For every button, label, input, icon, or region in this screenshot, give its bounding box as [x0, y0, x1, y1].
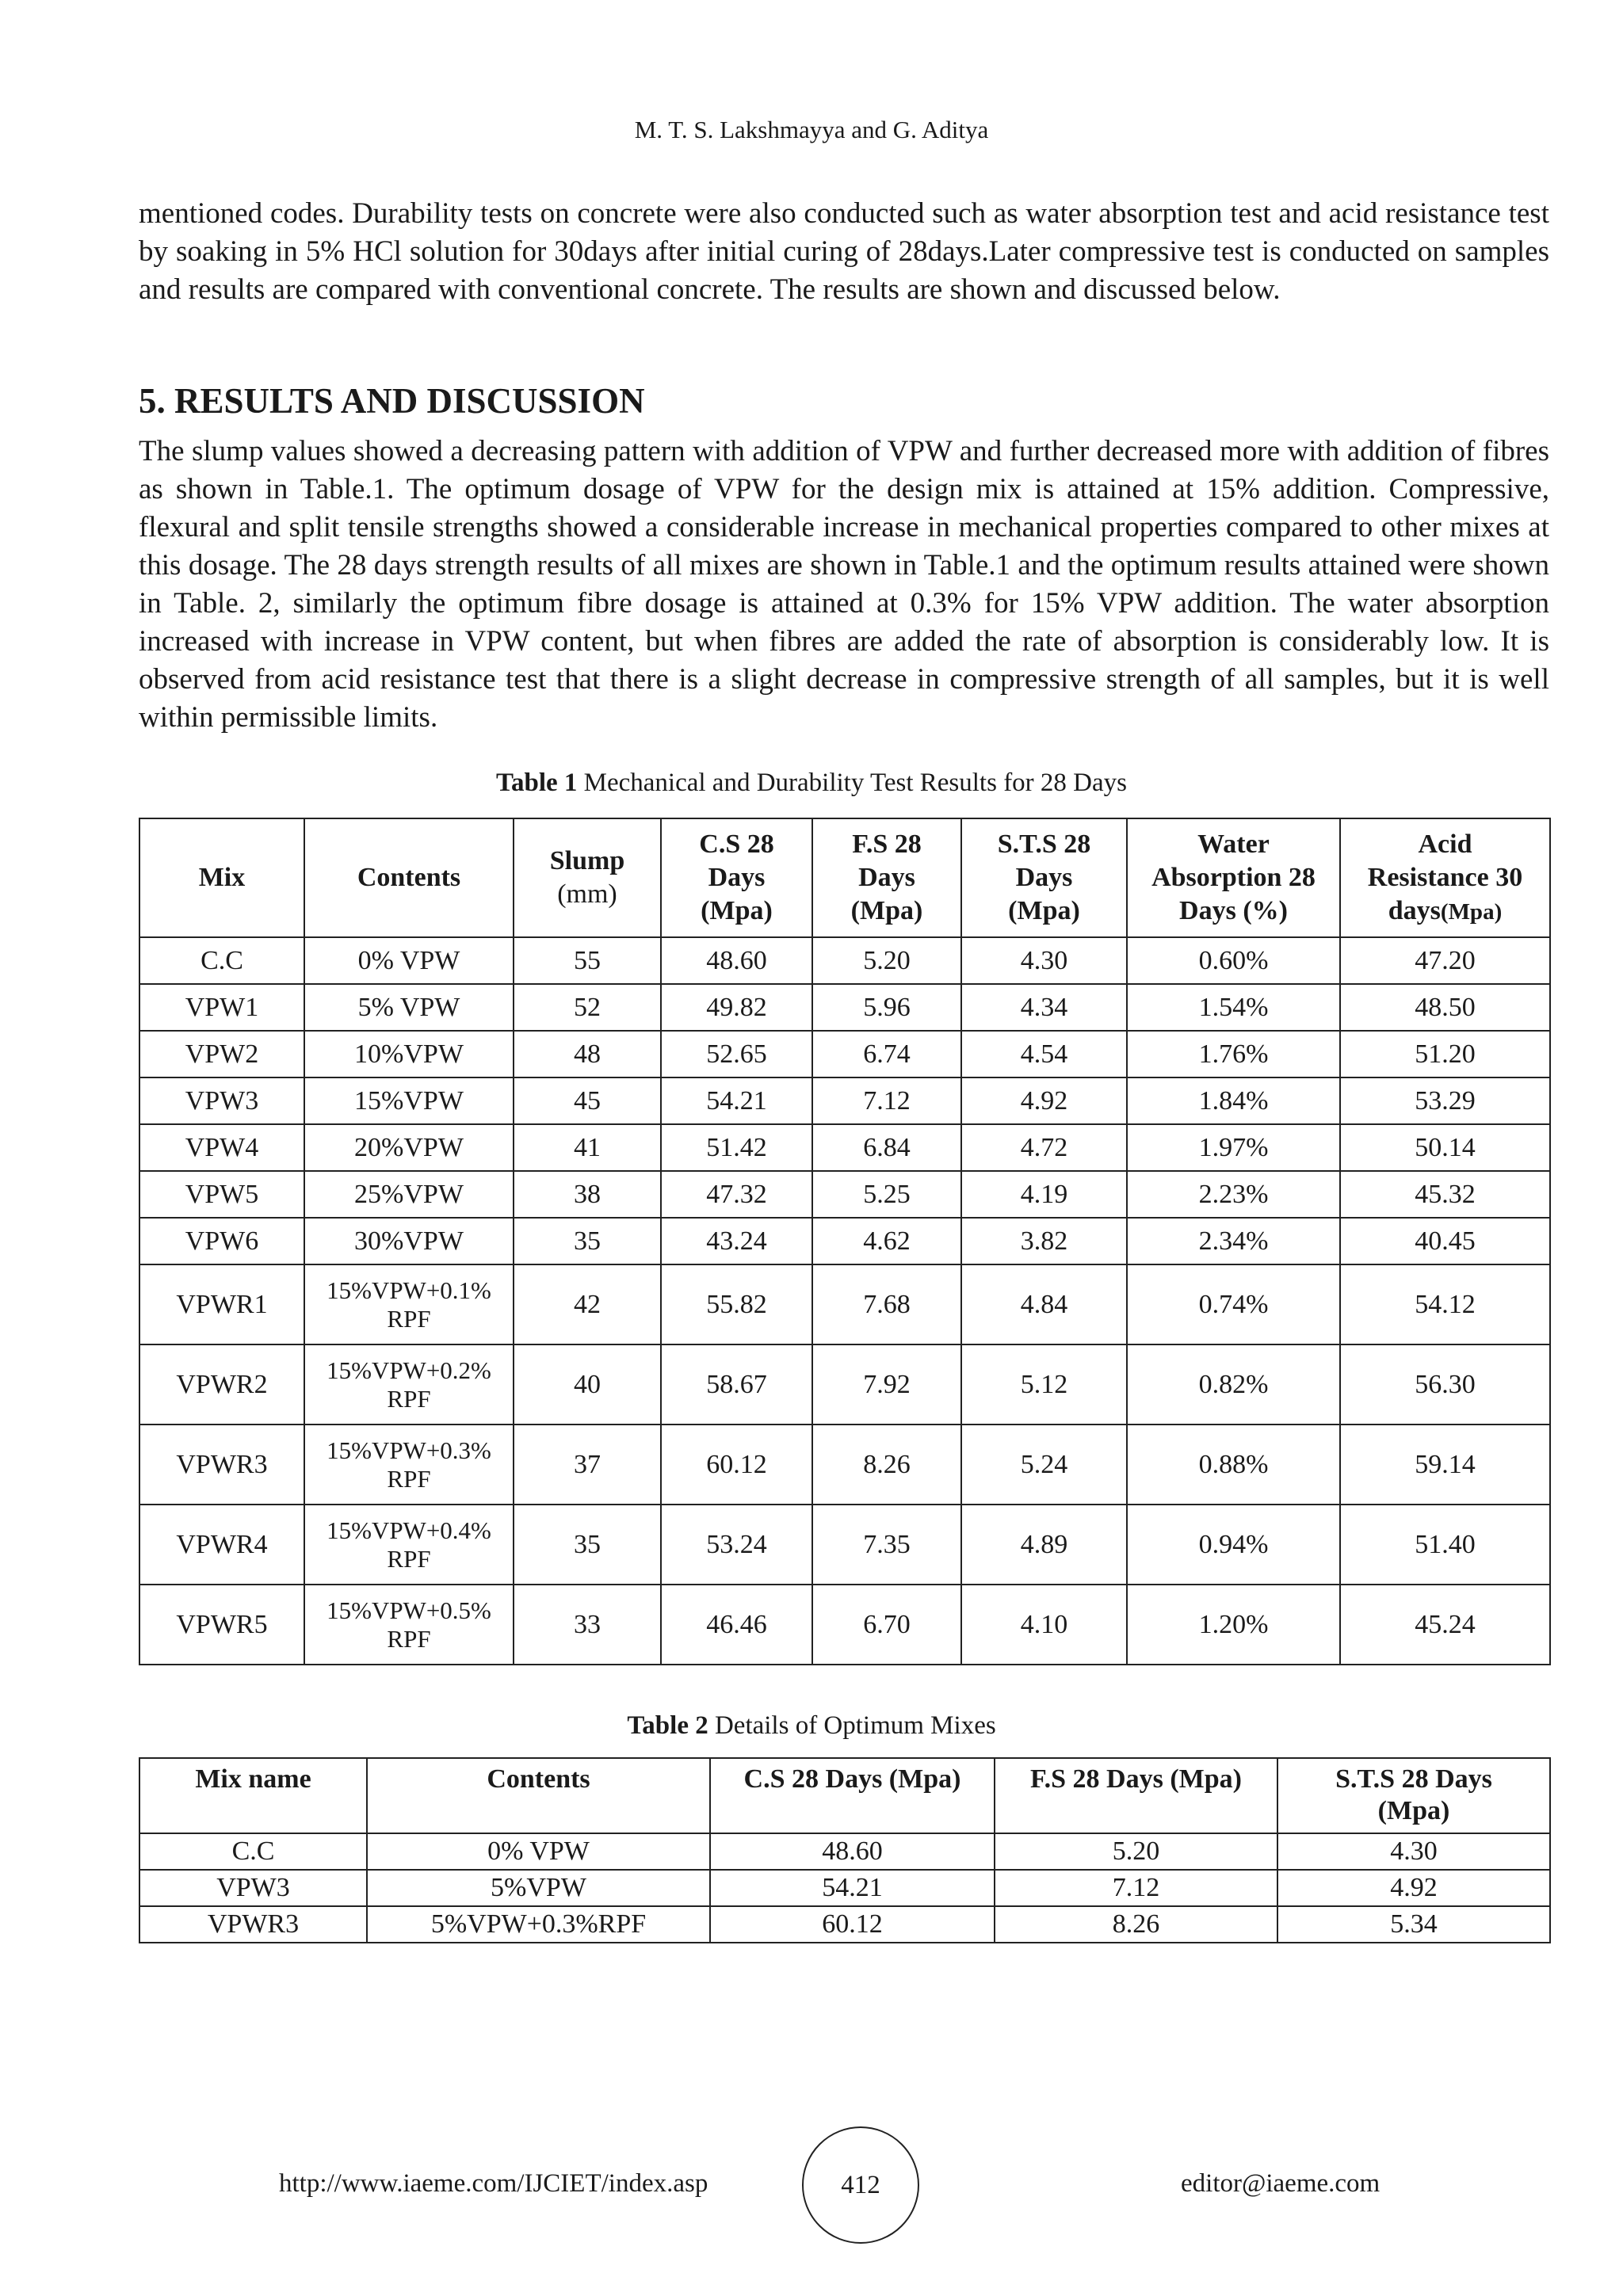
mix-cell: VPWR3	[139, 1906, 367, 1943]
cs-cell: 53.24	[661, 1505, 812, 1585]
contents-line: 15%VPW+0.3%	[327, 1436, 491, 1464]
mix-cell: C.C	[139, 937, 304, 984]
cs-label: C.S 28	[699, 830, 774, 859]
table2-caption	[0, 1711, 1623, 1741]
table2-header-row	[139, 1758, 1550, 1833]
fs-cell: 6.84	[812, 1124, 961, 1171]
slump-cell: 37	[514, 1425, 661, 1505]
slump-cell: 38	[514, 1171, 661, 1218]
table-row	[139, 1264, 1550, 1344]
table1-caption-text: Mechanical and Durability Test Results for 28 Days	[577, 769, 1127, 797]
col-header-contents: Contents	[304, 818, 514, 937]
table-row	[139, 1031, 1550, 1077]
contents-line: 15%VPW+0.5%	[327, 1596, 491, 1624]
table-row	[139, 984, 1550, 1031]
contents-cell	[304, 1171, 514, 1218]
fs-unit: (Mpa)	[850, 896, 923, 925]
sts-cell: 4.30	[961, 937, 1127, 984]
fs-cell: 7.12	[812, 1077, 961, 1124]
slump-unit: (mm)	[557, 879, 617, 909]
sts-cell: 4.54	[961, 1031, 1127, 1077]
cs-cell: 49.82	[661, 984, 812, 1031]
water-absorption-cell: 1.84%	[1127, 1077, 1340, 1124]
t2-header-cs: C.S 28 Days (Mpa)	[710, 1758, 995, 1833]
fs-label: F.S 28	[852, 830, 922, 859]
table1-caption-label: Table 1	[495, 769, 578, 797]
water-absorption-cell: 1.97%	[1127, 1124, 1340, 1171]
contents-line: 10%VPW	[354, 1039, 464, 1069]
sts-cell: 4.92	[961, 1077, 1127, 1124]
water-absorption-cell: 2.23%	[1127, 1171, 1340, 1218]
t2-header-sts	[1277, 1758, 1550, 1833]
t2-header-mix: Mix name	[139, 1758, 367, 1833]
ar-unit: (Mpa)	[1440, 898, 1503, 925]
table-row	[139, 1425, 1550, 1505]
sts-cell: 4.10	[961, 1585, 1127, 1665]
contents-line: RPF	[387, 1384, 431, 1413]
cs-days: Days	[708, 863, 766, 892]
col-header-cs	[661, 818, 812, 937]
contents-cell	[304, 1264, 514, 1344]
t2-sts-label: S.T.S 28 Days	[1335, 1764, 1492, 1794]
page-number: 412	[802, 2126, 919, 2244]
cs-cell: 47.32	[661, 1171, 812, 1218]
acid-resistance-cell: 48.50	[1340, 984, 1550, 1031]
slump-cell: 35	[514, 1218, 661, 1264]
water-absorption-cell: 1.54%	[1127, 984, 1340, 1031]
sts-cell: 5.24	[961, 1425, 1127, 1505]
cs-cell: 48.60	[710, 1833, 995, 1870]
results-table	[139, 818, 1551, 1665]
t2-header-fs: F.S 28 Days (Mpa)	[995, 1758, 1277, 1833]
sts-days: Days	[1015, 863, 1073, 892]
contents-cell	[304, 937, 514, 984]
water-absorption-cell: 1.76%	[1127, 1031, 1340, 1077]
wa-label-2: Absorption 28	[1151, 863, 1316, 892]
contents-cell	[304, 1505, 514, 1585]
footer-url-link[interactable]: http://www.iaeme.com/IJCIET/index.asp	[279, 2169, 708, 2198]
contents-cell	[304, 1077, 514, 1124]
fs-cell: 5.96	[812, 984, 961, 1031]
col-header-acid-resistance	[1340, 818, 1550, 937]
cs-cell: 60.12	[710, 1906, 995, 1943]
contents-line: 25%VPW	[354, 1179, 464, 1209]
table-row	[139, 1077, 1550, 1124]
table-row	[139, 937, 1550, 984]
table-row	[139, 1870, 1550, 1906]
water-absorption-cell: 1.20%	[1127, 1585, 1340, 1665]
mix-cell: VPWR1	[139, 1264, 304, 1344]
fs-cell: 8.26	[995, 1906, 1277, 1943]
table2-caption-label: Table 2	[627, 1711, 708, 1740]
contents-cell	[304, 1585, 514, 1665]
wa-label: Water	[1197, 830, 1270, 859]
fs-cell: 6.74	[812, 1031, 961, 1077]
sts-cell: 4.89	[961, 1505, 1127, 1585]
contents-cell	[304, 1031, 514, 1077]
fs-cell: 7.68	[812, 1264, 961, 1344]
table-row	[139, 1218, 1550, 1264]
contents-cell: 5%VPW	[367, 1870, 710, 1906]
sts-cell: 5.12	[961, 1344, 1127, 1425]
sts-cell: 4.30	[1277, 1833, 1550, 1870]
fs-cell: 4.62	[812, 1218, 961, 1264]
acid-resistance-cell: 40.45	[1340, 1218, 1550, 1264]
mix-cell: VPW3	[139, 1870, 367, 1906]
section-title: 5. RESULTS AND DISCUSSION	[139, 381, 645, 421]
contents-line: 15%VPW+0.4%	[327, 1516, 491, 1544]
acid-resistance-cell: 53.29	[1340, 1077, 1550, 1124]
acid-resistance-cell: 54.12	[1340, 1264, 1550, 1344]
table-row	[139, 1124, 1550, 1171]
acid-resistance-cell: 59.14	[1340, 1425, 1550, 1505]
t2-sts-unit: (Mpa)	[1377, 1796, 1450, 1825]
slump-cell: 40	[514, 1344, 661, 1425]
mix-cell: VPW4	[139, 1124, 304, 1171]
sts-cell: 3.82	[961, 1218, 1127, 1264]
table-row	[139, 1585, 1550, 1665]
sts-cell: 4.34	[961, 984, 1127, 1031]
contents-cell	[304, 1425, 514, 1505]
mix-cell: VPWR5	[139, 1585, 304, 1665]
fs-cell: 6.70	[812, 1585, 961, 1665]
water-absorption-cell: 2.34%	[1127, 1218, 1340, 1264]
cs-cell: 54.21	[710, 1870, 995, 1906]
acid-resistance-cell: 51.20	[1340, 1031, 1550, 1077]
contents-line: 15%VPW+0.1%	[327, 1276, 491, 1304]
mix-cell: VPW6	[139, 1218, 304, 1264]
wa-unit: Days (%)	[1179, 896, 1288, 925]
col-header-fs	[812, 818, 961, 937]
cs-cell: 55.82	[661, 1264, 812, 1344]
acid-resistance-cell: 45.24	[1340, 1585, 1550, 1665]
water-absorption-cell: 0.60%	[1127, 937, 1340, 984]
contents-line: RPF	[387, 1624, 431, 1653]
cs-cell: 58.67	[661, 1344, 812, 1425]
contents-cell: 5%VPW+0.3%RPF	[367, 1906, 710, 1943]
contents-line: 20%VPW	[354, 1132, 464, 1162]
mix-cell: C.C	[139, 1833, 367, 1870]
acid-resistance-cell: 50.14	[1340, 1124, 1550, 1171]
contents-line: 15%VPW+0.2%	[327, 1356, 491, 1384]
slump-label: Slump	[549, 846, 625, 875]
intro-paragraph: mentioned codes. Durability tests on concrete were also conducted such as water absorption test and acid resistance test by soaking in 5% HCl solution for 30days after initial curing of 28days.Later compressive test is conducted on samples and results are compared with conventional concrete. The results are shown and discussed below.	[139, 197, 1549, 306]
optimum-mixes-table	[139, 1757, 1551, 1943]
cs-cell: 48.60	[661, 937, 812, 984]
fs-cell: 7.35	[812, 1505, 961, 1585]
slump-cell: 41	[514, 1124, 661, 1171]
mix-cell: VPWR2	[139, 1344, 304, 1425]
table1-header-row	[139, 818, 1550, 937]
fs-days: Days	[858, 863, 915, 892]
water-absorption-cell: 0.82%	[1127, 1344, 1340, 1425]
slump-cell: 52	[514, 984, 661, 1031]
cs-cell: 46.46	[661, 1585, 812, 1665]
contents-line: RPF	[387, 1464, 431, 1493]
contents-cell	[304, 1344, 514, 1425]
contents-line: RPF	[387, 1304, 431, 1333]
acid-resistance-cell: 45.32	[1340, 1171, 1550, 1218]
contents-cell	[304, 984, 514, 1031]
mix-cell: VPW2	[139, 1031, 304, 1077]
slump-cell: 55	[514, 937, 661, 984]
slump-cell: 33	[514, 1585, 661, 1665]
slump-cell: 45	[514, 1077, 661, 1124]
slump-cell: 42	[514, 1264, 661, 1344]
sts-cell: 4.19	[961, 1171, 1127, 1218]
sts-cell: 4.72	[961, 1124, 1127, 1171]
table-row	[139, 1833, 1550, 1870]
contents-cell: 0% VPW	[367, 1833, 710, 1870]
contents-cell	[304, 1218, 514, 1264]
sts-cell: 4.92	[1277, 1870, 1550, 1906]
cs-unit: (Mpa)	[701, 896, 773, 925]
table-row	[139, 1906, 1550, 1943]
col-header-slump	[514, 818, 661, 937]
fs-cell: 7.92	[812, 1344, 961, 1425]
col-header-sts	[961, 818, 1127, 937]
cs-cell: 43.24	[661, 1218, 812, 1264]
sts-unit: (Mpa)	[1008, 896, 1080, 925]
table-row	[139, 1344, 1550, 1425]
fs-cell: 5.20	[812, 937, 961, 984]
water-absorption-cell: 0.94%	[1127, 1505, 1340, 1585]
ar-label-3: days	[1388, 895, 1441, 925]
water-absorption-cell: 0.74%	[1127, 1264, 1340, 1344]
contents-line: RPF	[387, 1544, 431, 1573]
contents-line: 0% VPW	[357, 945, 460, 975]
fs-cell: 5.25	[812, 1171, 961, 1218]
contents-line: 5% VPW	[357, 992, 460, 1022]
acid-resistance-cell: 51.40	[1340, 1505, 1550, 1585]
table1-caption	[0, 769, 1623, 798]
sts-label: S.T.S 28	[997, 830, 1091, 859]
cs-cell: 60.12	[661, 1425, 812, 1505]
acid-resistance-cell: 56.30	[1340, 1344, 1550, 1425]
contents-line: 30%VPW	[354, 1226, 464, 1256]
fs-cell: 5.20	[995, 1833, 1277, 1870]
table-row	[139, 1505, 1550, 1585]
mix-cell: VPW3	[139, 1077, 304, 1124]
water-absorption-cell: 0.88%	[1127, 1425, 1340, 1505]
mix-cell: VPW5	[139, 1171, 304, 1218]
col-header-water-absorption	[1127, 818, 1340, 937]
acid-resistance-cell: 47.20	[1340, 937, 1550, 984]
fs-cell: 7.12	[995, 1870, 1277, 1906]
fs-cell: 8.26	[812, 1425, 961, 1505]
contents-line: 15%VPW	[354, 1085, 464, 1116]
mix-cell: VPWR4	[139, 1505, 304, 1585]
table-row	[139, 1171, 1550, 1218]
t2-header-contents: Contents	[367, 1758, 710, 1833]
results-paragraph: The slump values showed a decreasing pattern with addition of VPW and further decreased more with addition of fibres as shown in Table.1. The optimum dosage of VPW for the design mix is attained at 15% addition. Compressive, flexural and split tensile strengths showed a considerable increase in mechanical properties compared to other mixes at this dosage. The 28 days strength results of all mixes are shown in Table.1 and the optimum results attained were shown in Table. 2, similarly the optimum fibre dosage is attained at 0.3% for 15% VPW addition. The water absorption increased with increase in VPW content, but when fibres are added the rate of absorption is considerably low. It is observed from acid resistance test that there is a slight decrease in compressive strength of all samples, but it is well within permissible limits.	[139, 435, 1549, 734]
footer-email-link[interactable]: editor@iaeme.com	[1181, 2169, 1381, 2198]
sts-cell: 5.34	[1277, 1906, 1550, 1943]
cs-cell: 51.42	[661, 1124, 812, 1171]
ar-label: Acid	[1418, 829, 1472, 859]
cs-cell: 54.21	[661, 1077, 812, 1124]
cs-cell: 52.65	[661, 1031, 812, 1077]
slump-cell: 48	[514, 1031, 661, 1077]
contents-cell	[304, 1124, 514, 1171]
sts-cell: 4.84	[961, 1264, 1127, 1344]
mix-cell: VPWR3	[139, 1425, 304, 1505]
col-header-mix: Mix	[139, 818, 304, 937]
running-header: M. T. S. Lakshmayya and G. Aditya	[634, 116, 989, 143]
ar-label-2: Resistance 30	[1367, 862, 1523, 892]
mix-cell: VPW1	[139, 984, 304, 1031]
table2-caption-text: Details of Optimum Mixes	[708, 1711, 996, 1740]
slump-cell: 35	[514, 1505, 661, 1585]
